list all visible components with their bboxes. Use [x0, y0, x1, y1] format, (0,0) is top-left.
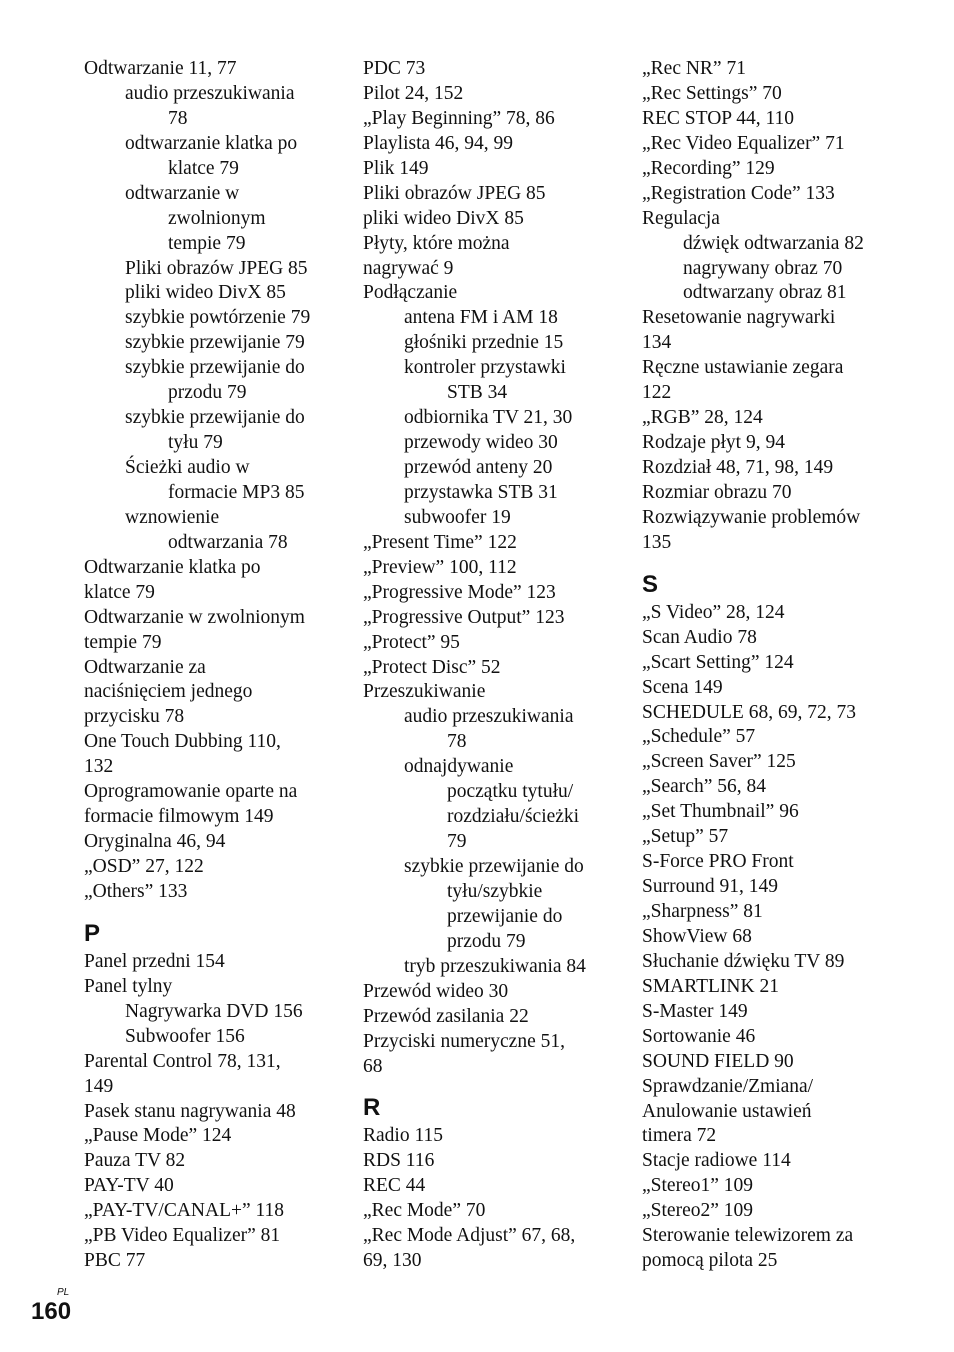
index-entry: Podłączanie: [363, 282, 458, 304]
index-entry: SCHEDULE 68, 69, 72, 73: [642, 701, 856, 723]
index-entry: „Scart Setting” 124: [642, 651, 794, 673]
index-entry: 135: [642, 531, 672, 553]
index-subentry: wznowienie: [125, 506, 220, 528]
index-entry: Stacje radiowe 114: [642, 1150, 791, 1172]
index-subentry: dźwięk odtwarzania 82: [683, 232, 864, 254]
index-entry: „Preview” 100, 112: [363, 556, 517, 578]
index-subentry: audio przeszukiwania: [125, 82, 295, 104]
index-entry: Resetowanie nagrywarki: [642, 307, 836, 329]
index-entry-continuation: przewijanie do: [447, 905, 563, 927]
index-subentry: przewód anteny 20: [404, 457, 553, 478]
section-letter-heading: R: [363, 1094, 381, 1122]
index-entry: „S Video” 28, 124: [642, 601, 785, 623]
index-entry: naciśnięciem jednego: [84, 681, 253, 703]
index-entry: Anulowanie ustawień: [642, 1100, 812, 1122]
index-entry: Odtwarzanie 11, 77: [84, 58, 237, 79]
index-entry: Słuchanie dźwięku TV 89: [642, 950, 845, 972]
index-entry: SOUND FIELD 90: [642, 1050, 794, 1072]
index-subentry: przystawka STB 31: [404, 481, 558, 503]
index-entry-continuation: 78: [447, 731, 467, 753]
index-entry: „Schedule” 57: [642, 726, 756, 748]
index-entry: „Rec NR” 71: [642, 58, 746, 79]
index-entry: Przewód wideo 30: [363, 980, 509, 1002]
index-entry: Radio 115: [363, 1125, 443, 1147]
index-entry: REC 44: [363, 1175, 426, 1197]
page-language-code: PL: [57, 1287, 70, 1298]
index-subentry: Subwoofer 156: [125, 1025, 245, 1047]
index-subentry: odbiornika TV 21, 30: [404, 407, 573, 429]
index-entry: „Screen Saver” 125: [642, 751, 796, 773]
index-entry-continuation: STB 34: [447, 382, 508, 404]
index-entry: „RGB” 28, 124: [642, 407, 763, 429]
index-entry: Sterowanie telewizorem za: [642, 1225, 854, 1247]
index-entry: Panel przedni 154: [84, 950, 225, 972]
index-entry-continuation: przodu 79: [168, 382, 247, 404]
index-entry-continuation: tyłu 79: [168, 432, 223, 454]
index-entry: One Touch Dubbing 110,: [84, 731, 281, 753]
index-entry: REC STOP 44, 110: [642, 107, 795, 129]
index-entry: Oryginalna 46, 94: [84, 831, 226, 853]
section-letter-heading: P: [84, 919, 101, 947]
index-entry: Odtwarzanie klatka po: [84, 556, 261, 578]
index-entry: „Others” 133: [84, 880, 188, 902]
index-entry-continuation: przodu 79: [447, 930, 526, 952]
index-entry: Pilot 24, 152: [363, 82, 464, 104]
index-entry: „Pause Mode” 124: [84, 1125, 232, 1147]
index-entry: Plik 149: [363, 157, 429, 179]
index-entry: S-Master 149: [642, 1000, 748, 1022]
index-entry: „Registration Code” 133: [642, 182, 835, 204]
index-entry: 132: [84, 756, 114, 778]
index-entry: Sprawdzanie/Zmiana/: [642, 1075, 814, 1097]
index-column-1: [84, 57, 346, 1274]
index-subentry: odnajdywanie: [404, 756, 514, 778]
index-entry: Przyciski numeryczne 51,: [363, 1030, 565, 1052]
index-entry: Ręczne ustawianie zegara: [642, 357, 844, 379]
index-entry: „Recording” 129: [642, 157, 775, 179]
index-entry: formacie filmowym 149: [84, 806, 274, 828]
index-entry: PBC 77: [84, 1250, 146, 1272]
index-entry: Surround 91, 149: [642, 876, 778, 898]
index-entry: „Protect” 95: [363, 631, 460, 653]
index-subentry: szybkie przewijanie 79: [125, 332, 305, 354]
index-entry: nagrywać 9: [363, 257, 454, 279]
index-entry: „Rec Mode” 70: [363, 1200, 486, 1222]
index-entry: „Search” 56, 84: [642, 776, 766, 798]
index-entry: Pauza TV 82: [84, 1150, 186, 1172]
index-entry: 69, 130: [363, 1250, 422, 1272]
index-entry: Oprogramowanie oparte na: [84, 781, 298, 803]
index-entry-continuation: 79: [447, 831, 467, 853]
index-subentry: odtwarzanie w: [125, 182, 240, 204]
index-entry: Regulacja: [642, 207, 720, 229]
index-entry: „PAY-TV/CANAL+” 118: [84, 1200, 285, 1222]
index-entry: „Stereo2” 109: [642, 1200, 754, 1222]
index-entry: timera 72: [642, 1125, 717, 1147]
index-entry: ShowView 68: [642, 925, 752, 947]
index-subentry: szybkie przewijanie do: [125, 357, 305, 379]
index-entry: „Progressive Mode” 123: [363, 581, 556, 603]
index-entry: PAY-TV 40: [84, 1175, 174, 1197]
index-column-2: [363, 57, 625, 1274]
index-entry: „Rec Settings” 70: [642, 82, 782, 104]
index-entry-continuation: rozdziału/ścieżki: [447, 806, 580, 828]
index-entry: Płyty, które można: [363, 232, 510, 254]
index-entry: pomocą pilota 25: [642, 1250, 778, 1272]
index-entry-continuation: początku tytułu/: [447, 781, 574, 803]
index-subentry: odtwarzanie klatka po: [125, 132, 298, 154]
index-entry: Rozwiązywanie problemów: [642, 506, 861, 528]
index-entry: Rozdział 48, 71, 98, 149: [642, 457, 834, 478]
index-entry: klatce 79: [84, 581, 155, 603]
index-entry: Pasek stanu nagrywania 48: [84, 1100, 296, 1122]
index-entry: Sortowanie 46: [642, 1025, 756, 1047]
index-entry: RDS 116: [363, 1150, 435, 1172]
page-number: 160: [31, 1298, 72, 1325]
index-subentry: pliki wideo DivX 85: [125, 282, 286, 304]
index-entry: 122: [642, 382, 672, 404]
index-subentry: subwoofer 19: [404, 506, 511, 528]
index-entry: SMARTLINK 21: [642, 975, 779, 997]
index-subentry: nagrywany obraz 70: [683, 257, 843, 279]
index-subentry: tryb przeszukiwania 84: [404, 955, 586, 977]
index-entry: pliki wideo DivX 85: [363, 207, 524, 229]
index-subentry: szybkie przewijanie do: [404, 856, 584, 877]
index-subentry: audio przeszukiwania: [404, 706, 574, 728]
index-subentry: Ścieżki audio w: [125, 457, 250, 478]
section-letter-heading: S: [642, 570, 659, 598]
index-entry: Scena 149: [642, 676, 723, 698]
index-entry-continuation: zwolnionym: [168, 207, 266, 229]
index-entry-continuation: 78: [168, 107, 188, 129]
index-entry: „OSD” 27, 122: [84, 856, 204, 877]
index-entry: S-Force PRO Front: [642, 851, 794, 873]
index-column-3: [642, 57, 904, 1274]
index-entry: tempie 79: [84, 631, 162, 653]
index-subentry: odtwarzany obraz 81: [683, 282, 847, 304]
index-subentry: przewody wideo 30: [404, 432, 558, 454]
index-subentry: głośniki przednie 15: [404, 332, 564, 354]
index-entry-continuation: klatce 79: [168, 157, 239, 179]
index-entry: „Protect Disc” 52: [363, 656, 501, 678]
index-entry: Rozmiar obrazu 70: [642, 481, 792, 503]
index-entry: 149: [84, 1075, 114, 1097]
index-entry: Przewód zasilania 22: [363, 1005, 529, 1027]
index-entry: Pliki obrazów JPEG 85: [363, 182, 546, 204]
index-entry: 68: [363, 1055, 383, 1077]
index-entry: Parental Control 78, 131,: [84, 1050, 281, 1072]
index-entry: Odtwarzanie w zwolnionym: [84, 606, 305, 628]
index-subentry: kontroler przystawki: [404, 357, 566, 379]
index-entry: „Rec Mode Adjust” 67, 68,: [363, 1225, 576, 1247]
index-entry: przycisku 78: [84, 706, 185, 728]
index-entry: „Present Time” 122: [363, 531, 517, 553]
index-entry: „Play Beginning” 78, 86: [363, 107, 555, 129]
index-entry: Rodzaje płyt 9, 94: [642, 432, 785, 454]
index-entry: 134: [642, 332, 672, 354]
index-entry: „Setup” 57: [642, 826, 729, 848]
index-subentry: antena FM i AM 18: [404, 307, 558, 329]
index-entry: Przeszukiwanie: [363, 681, 486, 703]
index-entry: „Rec Video Equalizer” 71: [642, 132, 845, 154]
index-entry: „PB Video Equalizer” 81: [84, 1225, 281, 1247]
index-subentry: Pliki obrazów JPEG 85: [125, 257, 308, 279]
index-entry: „Sharpness” 81: [642, 901, 763, 922]
index-entry-continuation: tempie 79: [168, 232, 246, 254]
index-entry: PDC 73: [363, 58, 426, 79]
index-entry: Playlista 46, 94, 99: [363, 132, 514, 154]
index-subentry: Nagrywarka DVD 156: [125, 1000, 303, 1022]
index-entry-continuation: odtwarzania 78: [168, 531, 288, 553]
index-subentry: szybkie przewijanie do: [125, 407, 305, 429]
index-subentry: szybkie powtórzenie 79: [125, 307, 311, 329]
index-entry: „Set Thumbnail” 96: [642, 801, 799, 823]
index-entry-continuation: tyłu/szybkie: [447, 880, 543, 902]
index-entry: „Stereo1” 109: [642, 1175, 754, 1197]
index-entry: Scan Audio 78: [642, 626, 757, 648]
index-entry: Panel tylny: [84, 975, 173, 997]
index-entry-continuation: formacie MP3 85: [168, 481, 305, 503]
index-entry: Odtwarzanie za: [84, 656, 206, 678]
index-entry: „Progressive Output” 123: [363, 606, 565, 628]
